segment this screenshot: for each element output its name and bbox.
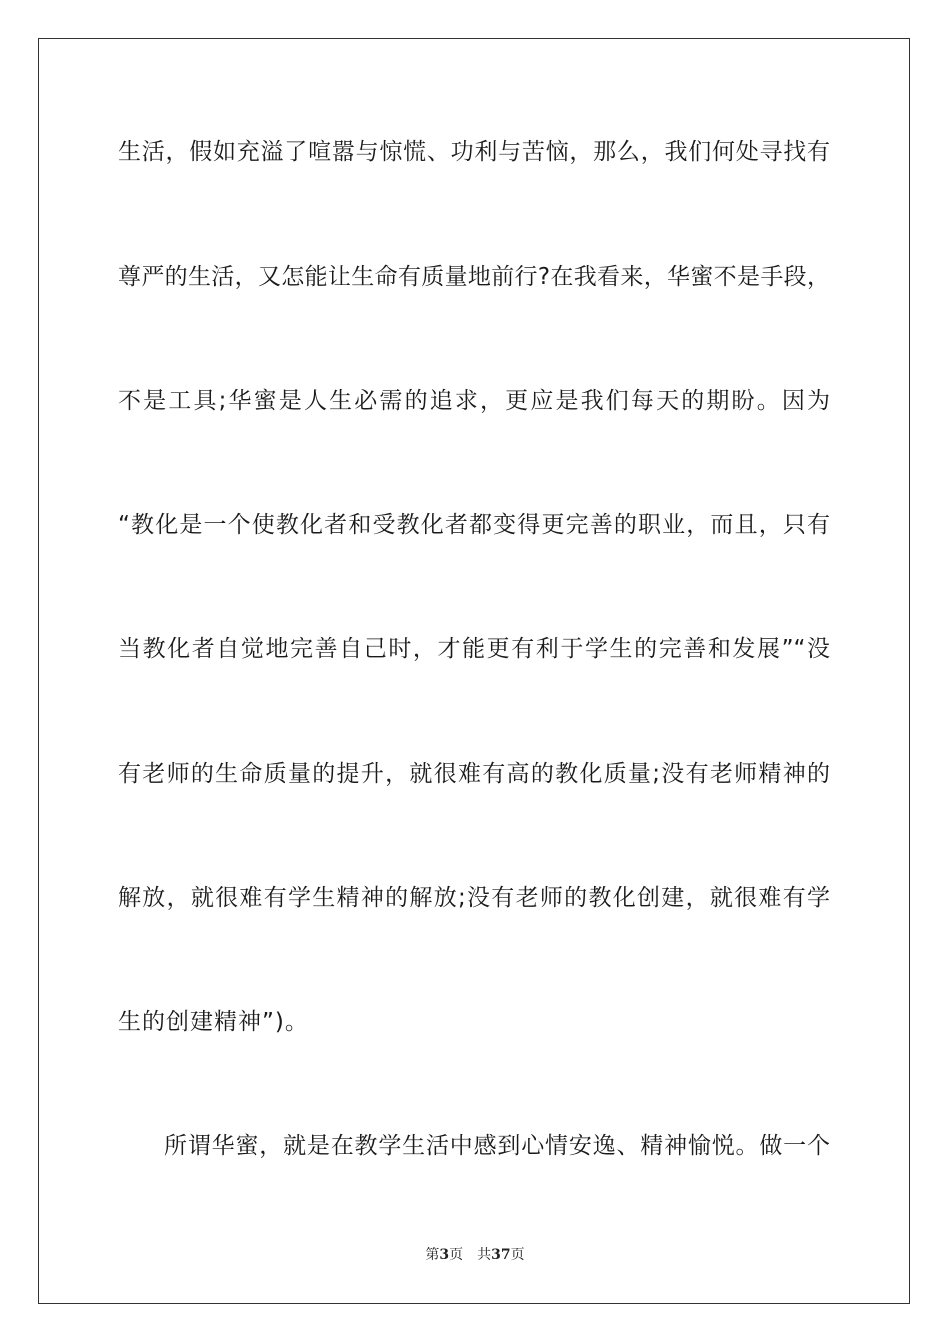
page-prefix: 第 bbox=[425, 1247, 440, 1263]
total-suffix: 页 bbox=[510, 1247, 525, 1263]
page-suffix: 页 bbox=[449, 1247, 464, 1263]
body-text-line: 当教化者自觉地完善自己时，才能更有利于学生的完善和发展”“没 bbox=[118, 636, 830, 662]
total-prefix: 共 bbox=[477, 1247, 492, 1263]
body-text-line: 解放，就很难有学生精神的解放;没有老师的教化创建，就很难有学 bbox=[118, 885, 830, 911]
paragraph-first-line: 所谓华蜜，就是在教学生活中感到心情安逸、精神愉悦。做一个 bbox=[164, 1133, 830, 1159]
page-border bbox=[38, 38, 910, 1304]
body-text-line: “教化是一个使教化者和受教化者都变得更完善的职业，而且，只有 bbox=[118, 512, 830, 538]
page-footer bbox=[0, 1246, 950, 1264]
body-text-line: 尊严的生活，又怎能让生命有质量地前行?在我看来，华蜜不是手段， bbox=[118, 264, 830, 290]
page-current: 3 bbox=[439, 1247, 450, 1263]
body-text-line: 生活，假如充溢了喧嚣与惊慌、功利与苦恼，那么，我们何处寻找有 bbox=[118, 139, 830, 165]
body-text-line: 有老师的生命质量的提升，就很难有高的教化质量;没有老师精神的 bbox=[118, 761, 830, 787]
body-text-line: 不是工具;华蜜是人生必需的追求，更应是我们每天的期盼。因为 bbox=[118, 388, 830, 414]
body-text-line: 生的创建精神”)。 bbox=[118, 1009, 309, 1035]
page-total: 37 bbox=[491, 1247, 511, 1263]
